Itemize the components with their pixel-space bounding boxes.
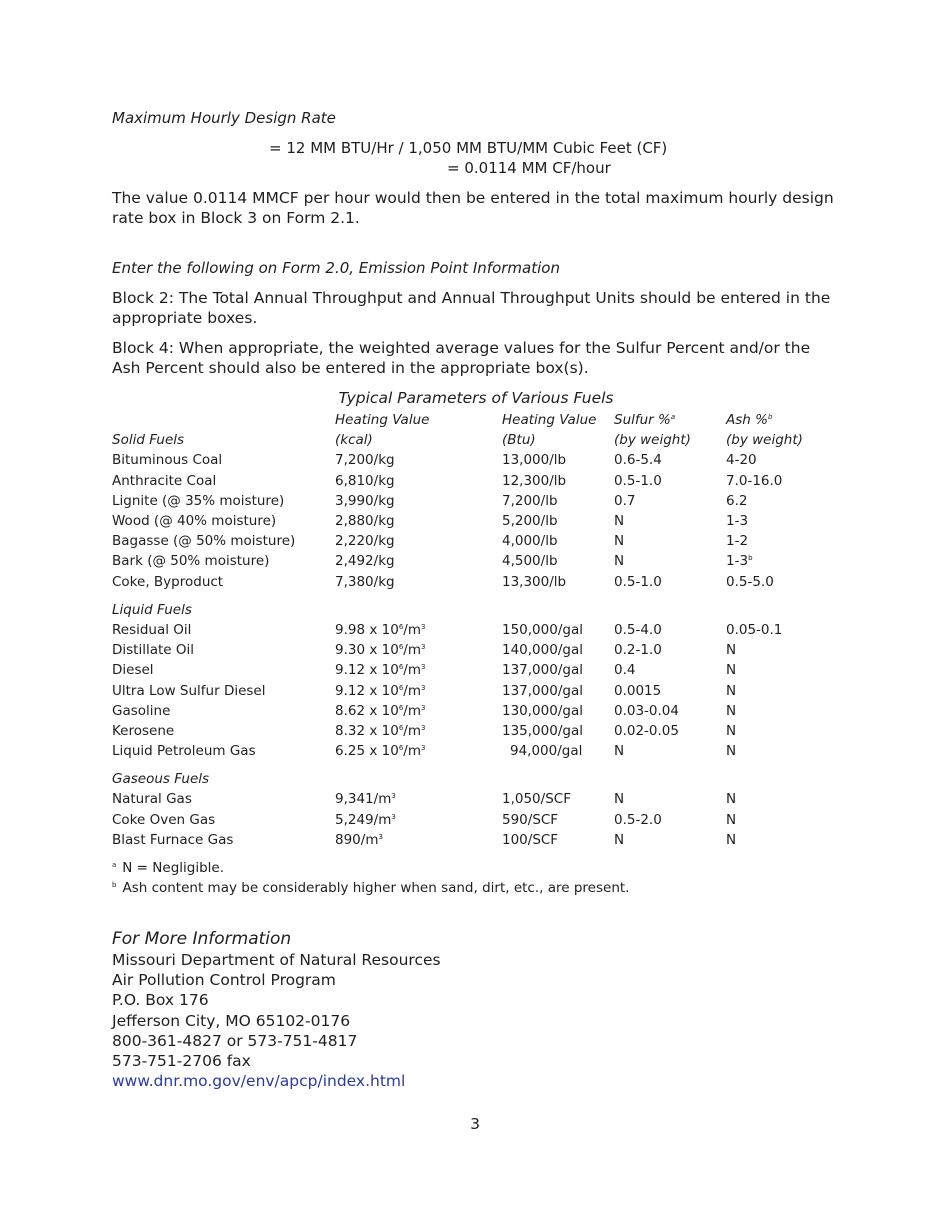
website-link[interactable]: www.dnr.mo.gov/env/apcp/index.html [112,1072,406,1091]
sulfur-unit-header: (by weight) [614,432,691,449]
fuel-parameters-table [112,410,840,850]
table-row: Liquid Petroleum Gas 6.25 x $10^6/m^3$ 94,000/gal N N [112,743,737,760]
ash-unit-header: (by weight) [726,432,803,449]
contact-line: Jefferson City, MO 65102-0176 [112,1011,351,1030]
block4-paragraph: Block 4: When appropriate, the weighted average values for the Sulfur Percent and/or the Ash Percent should also be entered in the appropriate box(s). [112,339,811,377]
ash-header: Ash %$^b$ [726,412,773,429]
emission-section-title: Enter the following on Form 2.0, Emission Point Information [112,259,560,277]
contact-line: P.O. Box 176 [112,991,209,1010]
contact-line: 800-361-4827 or 573-751-4817 [112,1031,358,1050]
design-rate-equation [112,138,840,178]
sulfur-footnote-mark: a [670,413,676,422]
design-rate-paragraph: The value 0.0114 MMCF per hour would then be entered in the total maximum hourly design rate box in Block 3 on Form 2.1. [112,189,834,227]
table-row: Distillate Oil 9.30 x $10^6/m^3$ 140,000/gal 0.2-1.0 N [112,642,737,659]
contact-line: Missouri Department of Natural Resources [112,950,441,969]
table-row: Coke Oven Gas $5,249/m^3$ 590/SCF 0.5-2.0 N [112,811,737,828]
table-row: Residual Oil 9.98 x $10^6/m^3$ 150,000/gal 0.5-4.0 0.05-0.1 [112,621,783,638]
liquid-fuels-group: Liquid Fuels [112,601,192,618]
table-row: Anthracite Coal 6,810/kg 12,300/lb 0.5-1.0 7.0-16.0 [112,472,783,489]
table-row: Wood (@ 40% moisture) 2,880/kg 5,200/lb N 1-3 [112,513,749,530]
equation-line-2: = 0.0114 MM CF/hour [447,159,611,177]
btu-unit-header: (Btu) [502,432,536,449]
contact-line: Air Pollution Control Program [112,971,336,990]
footnote-a: $^a$ N = Negligible. [112,859,225,876]
contact-line: 573-751-2706 fax [112,1051,251,1070]
block2-paragraph: Block 2: The Total Annual Throughput and Annual Throughput Units should be entered in the appropriate boxes. [112,289,831,327]
table-header-row-1 [112,410,840,430]
table-row: Natural Gas $9,341/m^3$ 1,050/SCF N N [112,791,737,808]
heading-btu-header: Heating Value [502,412,597,429]
footnote-b: $^b$ Ash content may be considerably higher when sand, dirt, etc., are present. [112,879,630,896]
table-row: Bagasse (@ 50% moisture) 2,220/kg 4,000/lb N 1-2 [112,533,749,550]
solid-fuels-group: Solid Fuels [112,432,185,449]
table-row: Ultra Low Sulfur Diesel 9.12 x $10^6/m^3$ 137,000/gal 0.0015 N [112,682,737,699]
table-row: Diesel 9.12 x $10^6/m^3$ 137,000/gal 0.4 N [112,662,737,679]
sulfur-header: Sulfur %$^a$ [614,412,676,429]
table-footnotes [112,858,840,898]
table-row: Bark (@ 50% moisture) 2,492/kg 4,500/lb N 1-3$^b$ [112,553,753,570]
page-content [112,108,840,1091]
table-row: Lignite (@ 35% moisture) 3,990/kg 7,200/lb 0.7 6.2 [112,492,748,509]
heading-kcal-header: Heating Value [335,412,430,429]
table-row: Gasoline 8.62 x $10^6/m^3$ 130,000/gal 0.03-0.04 N [112,702,737,719]
table-row: Kerosene 8.32 x $10^6/m^3$ 135,000/gal 0.02-0.05 N [112,722,737,739]
bark-ash-footnote-mark: b [748,554,753,563]
equation-line-1: = 12 MM BTU/Hr / 1,050 MM BTU/MM Cubic Feet (CF) [269,139,668,157]
design-rate-title: Maximum Hourly Design Rate [112,109,336,127]
table-row: Coke, Byproduct 7,380/kg 13,300/lb 0.5-1.0 0.5-5.0 [112,573,774,590]
kcal-unit-header: (kcal) [335,432,373,449]
page-number: 3 [470,1115,480,1133]
fuel-table-title: Typical Parameters of Various Fuels [338,389,614,407]
gaseous-fuels-group: Gaseous Fuels [112,771,210,788]
contact-block [112,950,840,1091]
table-row: Blast Furnace Gas $890/m^3$ 100/SCF N N [112,831,737,848]
more-info-title: For More Information [112,928,292,949]
table-header-row-2 [112,430,840,450]
ash-footnote-mark: b [767,413,773,422]
table-row: Bituminous Coal 7,200/kg 13,000/lb 0.6-5.4 4-20 [112,452,757,469]
